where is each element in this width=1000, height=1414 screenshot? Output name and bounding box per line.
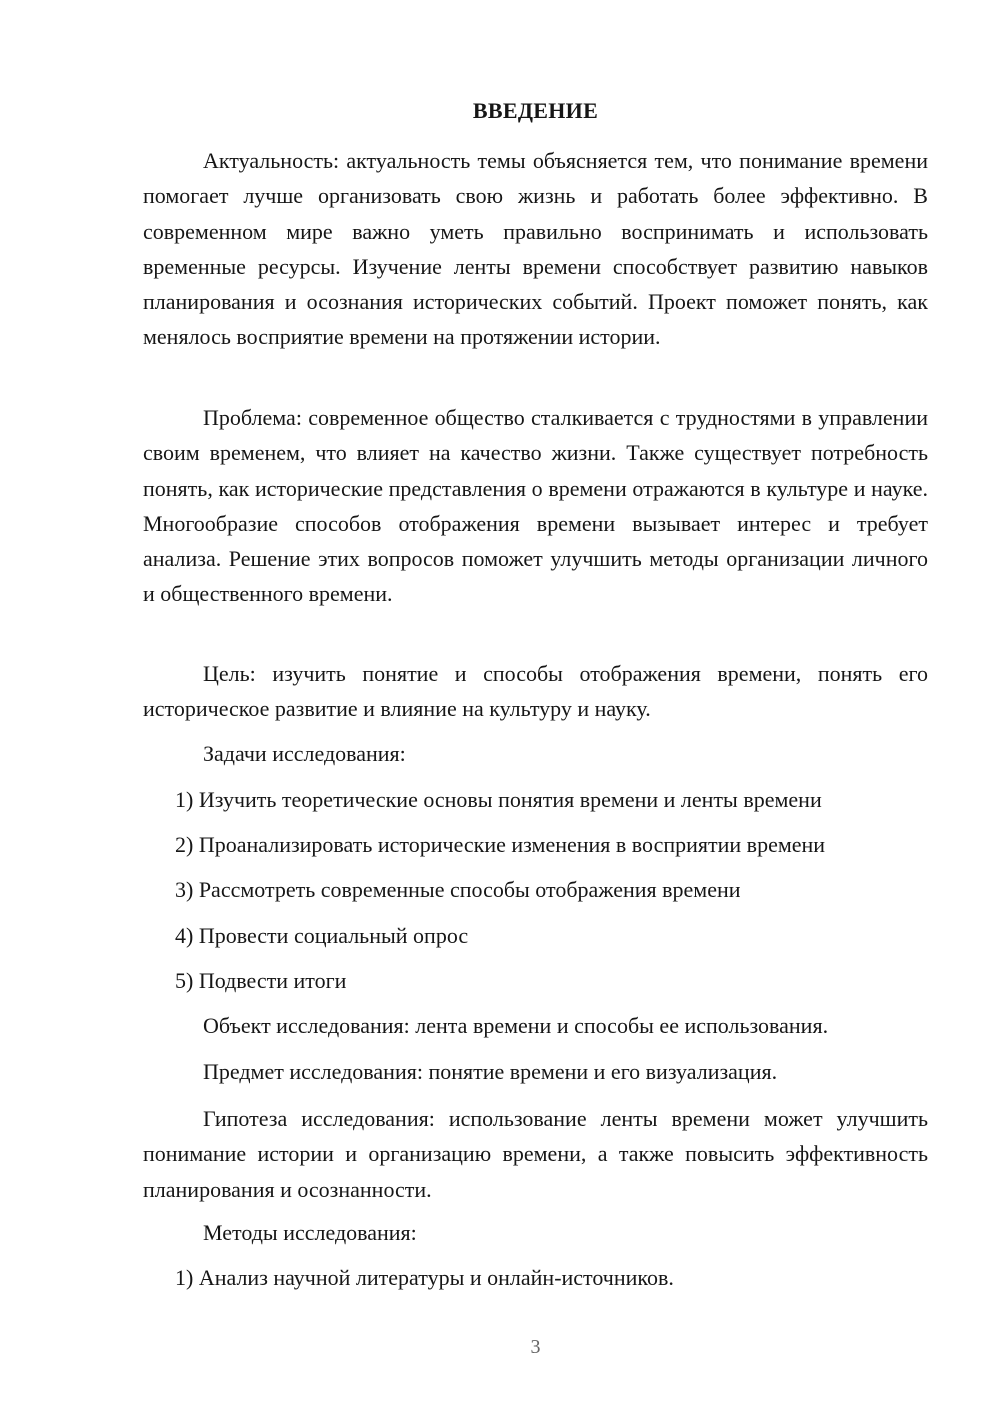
object-line: Объект исследования: лента времени и способы ее использования.	[203, 1013, 829, 1038]
task-item: 1) Изучить теоретические основы понятия времени и ленты времени	[175, 787, 822, 812]
methods-heading: Методы исследования:	[203, 1220, 417, 1245]
task-item: 2) Проанализировать исторические изменения в восприятии времени	[175, 832, 826, 857]
tasks-heading: Задачи исследования:	[203, 741, 406, 766]
goal-paragraph: Цель: изучить понятие и способы отображения времени, понять его историческое развитие и влияние на культуру и науку.	[143, 661, 928, 722]
task-item: 5) Подвести итоги	[175, 968, 347, 993]
page-title: ВВЕДЕНИЕ	[472, 98, 599, 123]
method-item: 1) Анализ научной литературы и онлайн-источников.	[175, 1265, 674, 1290]
subject-line: Предмет исследования: понятие времени и его визуализация.	[203, 1059, 778, 1084]
task-item: 4) Провести социальный опрос	[175, 923, 469, 948]
relevance-paragraph: Актуальность: актуальность темы объясняется тем, что понимание времени помогает лучше организовать свою жизнь и работать более эффективно. В современном мире важно уметь правильно воспринимать и использовать временные ресурсы. Изучение ленты времени способствует развитию навыков планирования и осознания исторических событий. Проект поможет понять, как менялось восприятие времени на протяжении истории.	[143, 148, 928, 350]
task-item: 3) Рассмотреть современные способы отображения времени	[175, 877, 741, 902]
hypothesis-paragraph: Гипотеза исследования: использование ленты времени может улучшить понимание истории и организацию времени, а также повысить эффективность планирования и осознанности.	[143, 1106, 928, 1202]
problem-paragraph: Проблема: современное общество сталкивается с трудностями в управлении своим временем, что влияет на качество жизни. Также существует потребность понять, как исторические представления о времени отражаются в культуре и науке. Многообразие способов отображения времени вызывает интерес и требует анализа. Решение этих вопросов поможет улучшить методы организации личного и общественного времени.	[143, 405, 928, 607]
page-number: 3	[530, 1336, 541, 1358]
